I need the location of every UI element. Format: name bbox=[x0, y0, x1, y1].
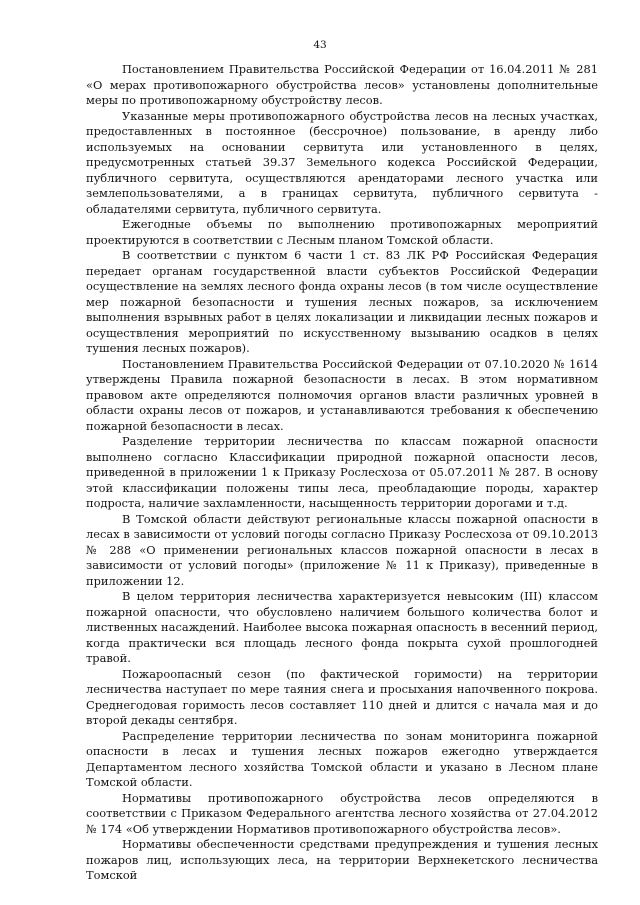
paragraph: Указанные меры противопожарного обустройства лесов на лесных участках, предоставленных в постоянное (бессрочное) пользование, в аренду либо используемых на основании сервитута или установленного в целях, предусмотренных статьей 39.37 Земельного кодекса Российской Федерации, публичного сервитута, осуществляются арендаторами лесного участка или землепользователями, а в границах сервитута, публичного сервитута - обладателями сервитута, публичного сервитута. bbox=[86, 108, 598, 216]
paragraph: Постановлением Правительства Российской Федерации от 16.04.2011 № 281 «О мерах противопожарного обустройства лесов» установлены дополнительные меры по противопожарному обустройству лесов. bbox=[86, 62, 598, 107]
paragraph: Нормативы обеспеченности средствами предупреждения и тушения лесных пожаров лиц, использующих леса, на территории Верхнекетского лесничества Томской bbox=[86, 837, 598, 882]
paragraph: В соответствии с пунктом 6 части 1 ст. 83 ЛК РФ Российская Федерация передает органам государственной власти субъектов Российской Федерации осуществление на землях лесного фонда охраны лесов (в том числе осуществление мер пожарной безопасности и тушения лесных пожаров, за исключением выполнения взрывных работ в целях локализации и ликвидации лесных пожаров и осуществления мероприятий по искусственному вызыванию осадков в целях тушения лесных пожаров). bbox=[86, 248, 598, 355]
paragraph: Распределение территории лесничества по зонам мониторинга пожарной опасности в лесах и тушения лесных пожаров ежегодно утверждается Департаментом лесного хозяйства Томской области и указано в Лесном плане Томской области. bbox=[86, 728, 598, 789]
paragraph: Постановлением Правительства Российской Федерации от 07.10.2020 № 1614 утверждены Правила пожарной безопасности в лесах. В этом нормативном правовом акте определяются полномочия органов власти различных уровней в области охраны лесов от пожаров, и устанавливаются требования к обеспечению пожарной безопасности в лесах. bbox=[86, 356, 598, 433]
paragraph: В целом территория лесничества характеризуется невысоким (III) классом пожарной опасности, что обусловлено наличием большого количества болот и лиственных насаждений. Наиболее высока пожарная опасность в весенний период, когда практически вся площадь лесного фонда покрыта сухой прошлогодней травой. bbox=[86, 589, 598, 665]
paragraph: Разделение территории лесничества по классам пожарной опасности выполнено согласно Классификации природной пожарной опасности лесов, приведенной в приложении 1 к Приказу Рослесхоза от 05.07.2011 № 287. В основу этой классификации положены типы леса, преобладающие породы, характер подроста, наличие захламленности, насыщенность территории дорогами и т.д. bbox=[86, 434, 598, 510]
paragraph: Ежегодные объемы по выполнению противопожарных мероприятий проектируются в соответствии с Лесным планом Томской области. bbox=[86, 217, 598, 247]
paragraph: В Томской области действуют региональные классы пожарной опасности в лесах в зависимости от условий погоды согласно Приказу Рослесхоза от 09.10.2013 № 288 «О применении региональных классов пожарной опасности в лесах в зависимости от условий погоды» (приложение № 11 к Приказу), приведенные в приложении 12. bbox=[86, 511, 598, 588]
page-number: 43 bbox=[313, 39, 327, 51]
paragraph: Пожароопасный сезон (по фактической горимости) на территории лесничества наступает по мере таяния снега и просыхания напочвенного покрова. Среднегодовая горимость лесов составляет 110 дней и длится с начала мая и до второй декады сентября. bbox=[86, 666, 598, 727]
paragraph: Нормативы противопожарного обустройства лесов определяются в соответствии с Приказом Федерального агентства лесного хозяйства от 27.04.2012 № 174 «Об утверждении Нормативов противопожарного обустройства лесов». bbox=[86, 790, 598, 836]
document-body bbox=[86, 62, 598, 884]
